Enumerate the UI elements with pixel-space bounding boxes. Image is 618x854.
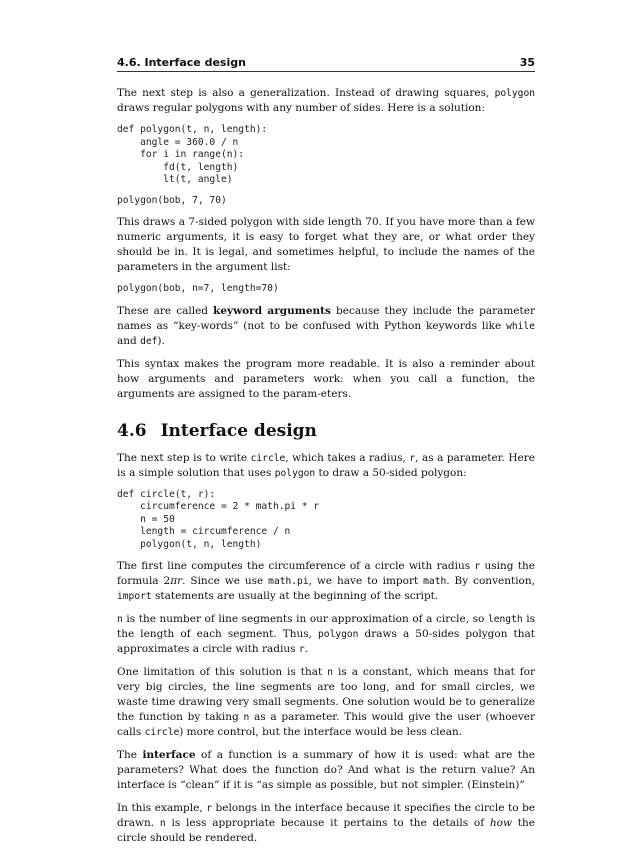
text: The next step is to write [117,451,251,464]
text: These are called [117,304,214,317]
inline-code: length [487,614,523,625]
text: The [117,749,143,761]
text: The first line computes the circumference of a circle with radius [117,560,475,572]
text: . Since we use [182,575,269,587]
text: as a parameter. This would give the user (whoever calls [117,711,535,738]
text: . By convention, [446,575,535,587]
text: of a function is a summary of how it is used: what are the parameters? What does the function do? And what is the return value? An interface is “clean” if it is “as simple as possible, but not simpler. (Einstein)” [117,749,535,791]
inline-code: r [298,644,305,655]
inline-code: import [117,591,152,602]
inline-code: polygon [274,467,316,479]
text: belongs in the interface because it specifies the circle to be drawn. [117,802,536,829]
inline-code: r [409,452,416,464]
text: draws regular polygons with any number of sides. Here is a solution: [117,102,485,114]
section-title: Interface design [160,420,317,441]
inline-code: polygon [494,88,535,99]
text: using the formula 2 [117,560,535,587]
text: draws a 50-sides polygon that approximates a circle with radius [117,628,536,655]
text: In this example, [117,802,207,814]
text: , as a parameter. Here is a simple solution that uses [117,451,535,479]
text: One limitation of this solution is that [117,666,328,678]
paragraph-keyword-intro: This draws a 7-sided polygon with side length 70. If you have more than a few numeric arguments, it is easy to forget what they are, or what order they should be in. It is legal, and sometimes helpful, to include the names of the parameters in the argument list: [117,216,535,273]
code-block-polygon-def: def polygon(t, n, length): angle = 360.0 / n for i in range(n): fd(t, length) lt(t, angle) [117,124,268,185]
paragraph-circumference [117,559,535,604]
inline-code: def [140,335,158,347]
text: is less appropriate because it pertains to the details of [165,817,490,829]
inline-code: polygon [318,629,359,640]
running-header [117,56,535,72]
section-number: 4.6 [117,420,147,441]
text: is a constant, which means that for very big circles, the line segments are too long, and for small circles, we waste time drawing very small segments. One solution would be to generalize the function by taking [117,666,535,723]
paragraph-limitation [117,665,535,740]
inline-code: n [117,614,123,625]
inline-code: circle [144,727,180,738]
italic-word: how [489,817,512,829]
header-chapter-title: 4.6. Interface design [117,56,246,69]
code-block-keyword-call: polygon(bob, n=7, length=70) [117,283,279,294]
text: because they include the parameter names as “key-words” (not to be confused with Python keywords like [117,304,535,332]
section-heading [117,420,535,441]
text: is the length of each segment. Thus, [117,613,535,640]
page-body [117,86,535,854]
paragraph-polygon-intro [117,86,535,116]
bold-term: interface [142,749,196,761]
text: and [117,334,141,347]
inline-code: math [423,576,447,587]
code-block-polygon-call: polygon(bob, 7, 70) [117,194,227,206]
inline-code: n [159,818,166,829]
text: to draw a 50-sided polygon: [315,466,467,479]
inline-code: r [206,803,212,814]
text: , we have to import [308,575,424,587]
paragraph-interface-example [117,801,535,846]
inline-code: math.pi [268,576,309,587]
paragraph-syntax: This syntax makes the program more readable. It is also a reminder about how arguments and parameters work: when you call a function, the arguments are assigned to the param-eters. [117,357,535,400]
text: ) more control, but the interface would be less clean. [179,726,463,738]
text: is the number of line segments in our approximation of a circle, so [122,613,488,625]
text: . [304,643,308,655]
inline-code: while [506,320,535,332]
page-number: 35 [519,56,535,69]
code-block-circle-def: def circle(t, r): circumference = 2 * math.pi * r n = 50 length = circumference / n polygon(t, n, length) [117,488,320,550]
paragraph-circle-intro [117,451,535,481]
inline-code: circle [250,452,286,464]
paragraph-interface-definition [117,748,535,793]
bold-term: keyword arguments [213,304,331,317]
inline-code: n [327,667,333,678]
text: the circle should be rendered. [117,817,535,844]
text: statements are usually at the beginning of the script. [151,590,439,602]
paragraph-segments [117,612,535,657]
text: , which takes a radius, [285,451,410,464]
paragraph-keyword-arguments [117,304,535,349]
text: The next step is also a generalization. Instead of drawing squares, [117,87,495,99]
text: ). [157,334,165,347]
inline-code: r [474,561,481,572]
inline-code: n [243,712,250,723]
math-formula: πr [170,575,183,587]
